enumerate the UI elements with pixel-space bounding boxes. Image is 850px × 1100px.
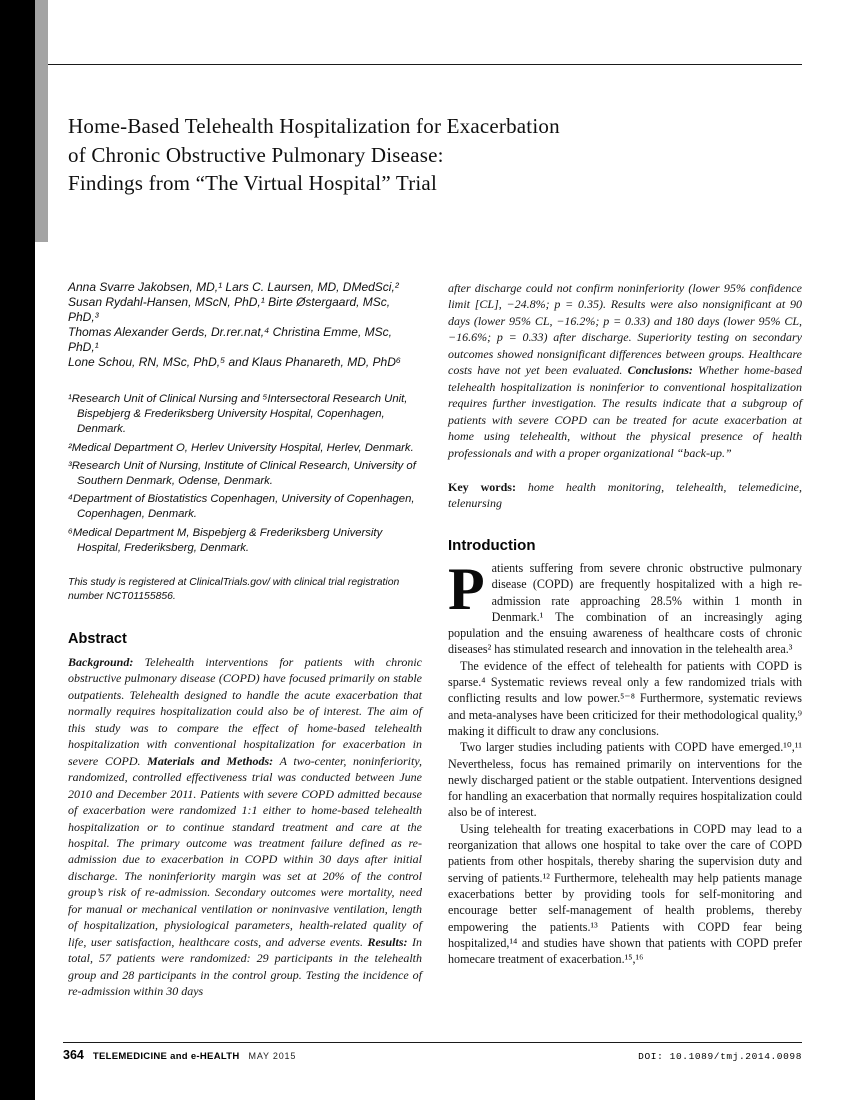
author-line: Thomas Alexander Gerds, Dr.rer.nat,⁴ Christina Emme, MSc, PhD,¹ xyxy=(68,325,392,354)
abstract-conclusions-label: Conclusions: xyxy=(627,363,693,378)
abstract-results-text-part1: In total, 57 patients were randomized: 29 participants in the telehealth group and 28 participants in the control group. Testing the incidence of re-admission within 30 days xyxy=(68,934,422,999)
introduction-heading: Introduction xyxy=(448,536,536,554)
left-edge-bar xyxy=(0,0,35,1100)
abstract-methods-label: Materials and Methods: xyxy=(147,753,274,768)
intro-paragraph-1 xyxy=(448,555,802,658)
author-line: Lone Schou, RN, MSc, PhD,⁵ and Klaus Phanareth, MD, PhD⁶ xyxy=(68,355,401,369)
article-type-tab xyxy=(35,0,48,242)
affiliation-item: ²Medical Department O, Herlev University Hospital, Herlev, Denmark. xyxy=(68,441,414,454)
trial-registration-note: This study is registered at ClinicalTrials.gov/ with clinical trial registration number NCT01155856. xyxy=(68,577,400,602)
doi-text: DOI: 10.1089/tmj.2014.0098 xyxy=(638,1051,802,1062)
abstract-background-label: Background: xyxy=(68,655,134,670)
author-line: Susan Rydahl-Hansen, MScN, PhD,¹ Birte Østergaard, MSc, PhD,³ xyxy=(68,295,391,324)
keywords-terms: home health monitoring, telehealth, telemedicine, telenursing xyxy=(448,479,802,510)
footer-rule xyxy=(63,1042,802,1043)
abstract-results-label: Results: xyxy=(367,934,408,949)
abstract-paragraph-left xyxy=(68,654,422,1000)
abstract-results-text-part2: after discharge could not confirm noninferiority (lower 95% confidence limit [CL], −24.8%; p = 0.35). Results were also nonsignificant at 90 days (lower 95% CL, −16.2%; p = 0.33) and 180 days (lower 95% CL, −16.6%; p = 0.33) after discharge. Superiority testing on secondary outcomes showed nonsignificant differences between groups. Healthcare costs have not yet been evaluated. xyxy=(448,281,802,378)
abstract-paragraph-right xyxy=(448,280,802,461)
affiliations xyxy=(68,392,422,556)
intro-paragraph-2: The evidence of the effect of telehealth for patients with COPD is sparse.⁴ Systematic reviews reveal only a few randomized trials with conflicting results and low power.⁵⁻⁸ Furthermore, systematic reviews and meta-analyses have been criticized for their methodological quality,⁹ making it difficult to draw any conclusions. xyxy=(448,658,802,738)
title-line-3: Findings from “The Virtual Hospital” Trial xyxy=(68,171,437,195)
author-line: Anna Svarre Jakobsen, MD,¹ Lars C. Laursen, MD, DMedSci,² xyxy=(68,280,399,294)
abstract-background-text: Telehealth interventions for patients with chronic obstructive pulmonary disease (COPD) have focused primarily on stable outpatients. Telehealth designed to handle the acute exacerbation that normally requires hospitalization could also be of interest. The aim of this study was to compare the effect of home-based telehealth hospitalization with conventional hospitalization for exacerbation in severe COPD. xyxy=(68,655,422,768)
abstract-methods-text: A two-center, noninferiority, randomized, controlled effectiveness trial was conducted between June 2010 and December 2011. Patients with severe COPD admitted because of exacerbation were randomized 1:1 either to home-based telehealth hospitalization or to continue standard treatment and care at the hospital. The primary outcome was treatment failure defined as re-admission due to exacerbation in COPD within 30 days after initial discharge. The noninferiority margin was set at 20% of the control group’s risk of re-admission. Secondary outcomes were mortality, need for manual or mechanical ventilation or noninvasive ventilation, length of hospitalization, physiological parameters, health-related quality of life, user satisfaction, healthcare costs, and adverse events. xyxy=(68,753,422,949)
intro-paragraph-1-text: atients suffering from severe chronic obstructive pulmonary disease (COPD) are frequently hospitalized with a high re-admission rate approaching 28.5% within 1 month in Denmark.¹ The combination of an increasingly aging population and the ensuing awareness of healthcare costs of chronic diseases² has stimulated research and innovation in the telehealth area.³ xyxy=(448,560,802,657)
title-line-2: of Chronic Obstructive Pulmonary Disease: xyxy=(68,142,444,167)
two-column-body xyxy=(68,280,802,1000)
author-list xyxy=(68,280,422,370)
left-column xyxy=(68,280,422,1000)
page-footer xyxy=(63,1048,802,1062)
right-column xyxy=(448,280,802,967)
abstract-conclusions-text: Whether home-based telehealth hospitalization is noninferior to conventional hospitalization requires further investigation. The results indicate that a subgroup of patients with severe COPD can be treated for acute exacerbation at home using telehealth, without the physical presence of health professionals and with a proper organizational “back-up.” xyxy=(448,363,802,460)
top-rule xyxy=(48,64,802,65)
intro-paragraph-3: Two larger studies including patients with COPD have emerged.¹⁰,¹¹ Nevertheless, focus has remained primarily on interventions for the newly discharged patient or the stable outpatient. Interventions designed for handling an exacerbation that normally requires hospitalization could also be of interest. xyxy=(448,740,802,820)
page-number: 364 xyxy=(63,1048,84,1062)
affiliation-item: ⁶Medical Department M, Bispebjerg & Frederiksberg University Hospital, Frederiksberg, Denmark. xyxy=(68,526,383,554)
affiliation-item: ³Research Unit of Nursing, Institute of Clinical Research, University of Southern Denmark, Odense, Denmark. xyxy=(68,459,416,488)
abstract-heading: Abstract xyxy=(68,631,127,648)
affiliation-item: ¹Research Unit of Clinical Nursing and ⁵Intersectoral Research Unit, Bispebjerg & Frederiksberg University Hospital, Copenhagen, Denmark. xyxy=(68,393,408,436)
issue-date: MAY 2015 xyxy=(248,1051,297,1061)
article-title xyxy=(68,112,560,198)
footer-left xyxy=(63,1048,296,1062)
journal-name: TELEMEDICINE and e-HEALTH xyxy=(92,1051,240,1062)
intro-paragraph-4: Using telehealth for treating exacerbations in COPD may lead to a reorganization that allows one hospital to take over the care of COPD patients from other hospitals, thereby sharing the supervision duty and serving of patients.¹² Furthermore, telehealth may help patients manage exacerbations better by providing tools for self-monitoring and encourage better self-management of health problems, thereby empowering the patients.¹³ Patients with COPD fear being hospitalized,¹⁴ and studies have shown that patients with COPD prefer homecare treatment of exacerbation.¹⁵,¹⁶ xyxy=(448,821,802,967)
keywords-line xyxy=(448,479,802,511)
keywords-label: Key words: xyxy=(448,479,516,494)
drop-cap: P xyxy=(448,555,485,622)
affiliation-item: ⁴Department of Biostatistics Copenhagen, University of Copenhagen, Copenhagen, Denmark. xyxy=(68,493,415,521)
title-line-1: Home-Based Telehealth Hospitalization for Exacerbation xyxy=(68,114,560,138)
